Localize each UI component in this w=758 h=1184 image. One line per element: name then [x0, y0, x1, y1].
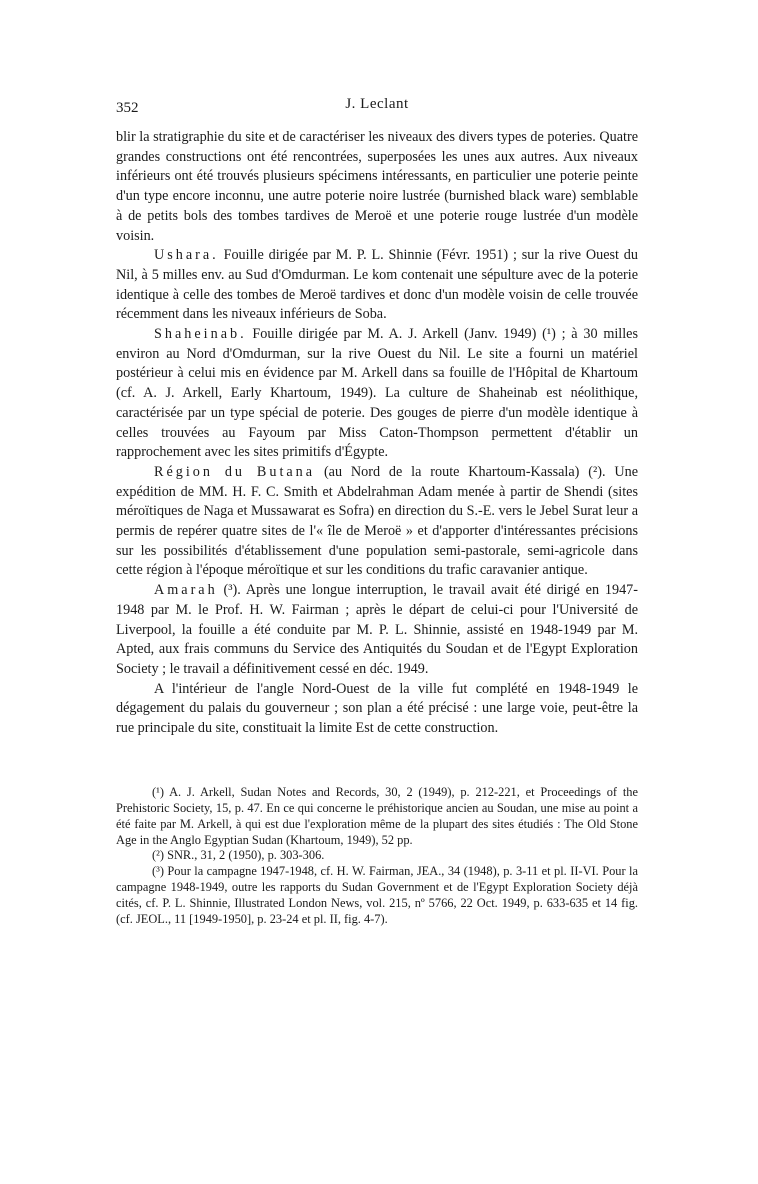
- page-number: 352: [116, 100, 139, 116]
- page: [116, 96, 638, 928]
- footnotes: [116, 785, 638, 928]
- site-heading: Ushara.: [154, 247, 219, 264]
- paragraph-text: Fouille dirigée par M. A. J. Arkell (Janv. 1949) (¹) ; à 30 milles environ au Nord d'Omdurman, sur la rive Ouest du Nil. Le site a fourni un matériel postérieur à celui mis en évidence par M. Arkell dans sa fouille de l'Hôpital de Khartoum (cf. A. J. Arkell, Early Khartoum, 1949). La culture de Shaheinab est néolithique, caractérisée par un type spécial de poterie. Des gouges de pierre d'un modèle identique à celles trouvées au Fayoum par Miss Caton-Thompson permettent d'établir un rapprochement avec les sites primitifs d'Égypte.: [116, 326, 638, 461]
- paragraph-text: blir la stratigraphie du site et de caractériser les niveaux des divers types de poteries. Quatre grandes constructions ont été rencontrées, superposées les unes aux autres. Aux niveaux inférieurs ont été trouvés plusieurs spécimens intéressants, en particulier une poterie peinte d'un type encore inconnu, une autre poterie noire lustrée (burnished black ware) semblable à de petits bols des tombes tardives de Meroë et une poterie rouge lustrée d'un modèle voisin.: [116, 129, 638, 244]
- paragraph: [116, 463, 638, 581]
- paragraph: [116, 581, 638, 680]
- paragraph: [116, 325, 638, 463]
- paragraph: [116, 680, 638, 739]
- footnote: (²) SNR., 31, 2 (1950), p. 303-306.: [152, 848, 325, 863]
- footnote: (³) Pour la campagne 1947-1948, cf. H. W. Fairman, JEA., 34 (1948), p. 3-11 et pl. II-VI. Pour la campagne 1948-1949, outre les rapports du Sudan Government et de l'Egypt Exploration Society déjà cités, cf. P. L. Shinnie, Illustrated London News, vol. 215, nº 5766, 22 Oct. 1949, p. 633-635 et 14 fig. (cf. JEOL., 11 [1949-1950], p. 23-24 et pl. II, fig. 4-7).: [116, 864, 638, 927]
- site-heading: Shaheinab.: [154, 326, 247, 343]
- paragraph: [116, 246, 638, 325]
- paragraph-text: (au Nord de la route Khartoum-Kassala) (²). Une expédition de MM. H. F. C. Smith et Abdelrahman Adam menée à partir de Shendi (sites méroïtiques de Naga et Mussawarat es Sofra) en direction du S.-E. vers le Jebel Surat leur a permis de repérer quatre sites de l'« île de Meroë » et d'apporter d'intéressantes précisions sur les possibilités d'établissement d'une population semi-pastorale, semi-agricole dans cette région à l'époque méroïtique et sur les conditions du trafic caravanier antique.: [116, 463, 638, 579]
- body-text: [116, 128, 638, 739]
- page-header: [116, 96, 638, 128]
- paragraph-text: (³). Après une longue interruption, le travail avait été dirigé en 1947-1948 par M. le Prof. H. W. Fairman ; après le départ de celui-ci pour l'Université de Liverpool, la fouille a été conduite par M. P. L. Shinnie, assisté en 1948-1949 par M. Apted, aux frais communs du Service des Antiquités du Soudan et de l'Egypt Exploration Society ; le travail a définitivement cessé en déc. 1949.: [116, 582, 638, 677]
- site-heading: Région du Butana: [154, 463, 316, 480]
- site-heading: Amarah: [154, 582, 218, 599]
- paragraph-text: A l'intérieur de l'angle Nord-Ouest de la ville fut complété en 1948-1949 le dégagement du palais du gouverneur ; son plan a été précisé : une large voie, peut-être la rue principale du site, constituait la limite Est de cette construction.: [116, 680, 638, 737]
- paragraph-text: Fouille dirigée par M. P. L. Shinnie (Févr. 1951) ; sur la rive Ouest du Nil, à 5 milles env. au Sud d'Omdurman. Le kom contenait une sépulture avec de la poterie identique à celle des tombes de Meroë tardives et donc d'un modèle voisin de celle trouvée récemment dans les niveaux inférieurs de Soba.: [116, 247, 638, 323]
- running-head: J. Leclant: [345, 96, 409, 112]
- paragraph: [116, 128, 638, 246]
- footnote: (¹) A. J. Arkell, Sudan Notes and Records, 30, 2 (1949), p. 212-221, et Proceedings of the Prehistoric Society, 15, p. 47. En ce qui concerne le préhistorique ancien au Soudan, une mise au point a été faite par M. Arkell, à qui est due l'exploration même de la plupart des sites étudiés : The Old Stone Age in the Anglo Egyptian Sudan (Khartoum, 1949), 52 pp.: [116, 784, 638, 847]
